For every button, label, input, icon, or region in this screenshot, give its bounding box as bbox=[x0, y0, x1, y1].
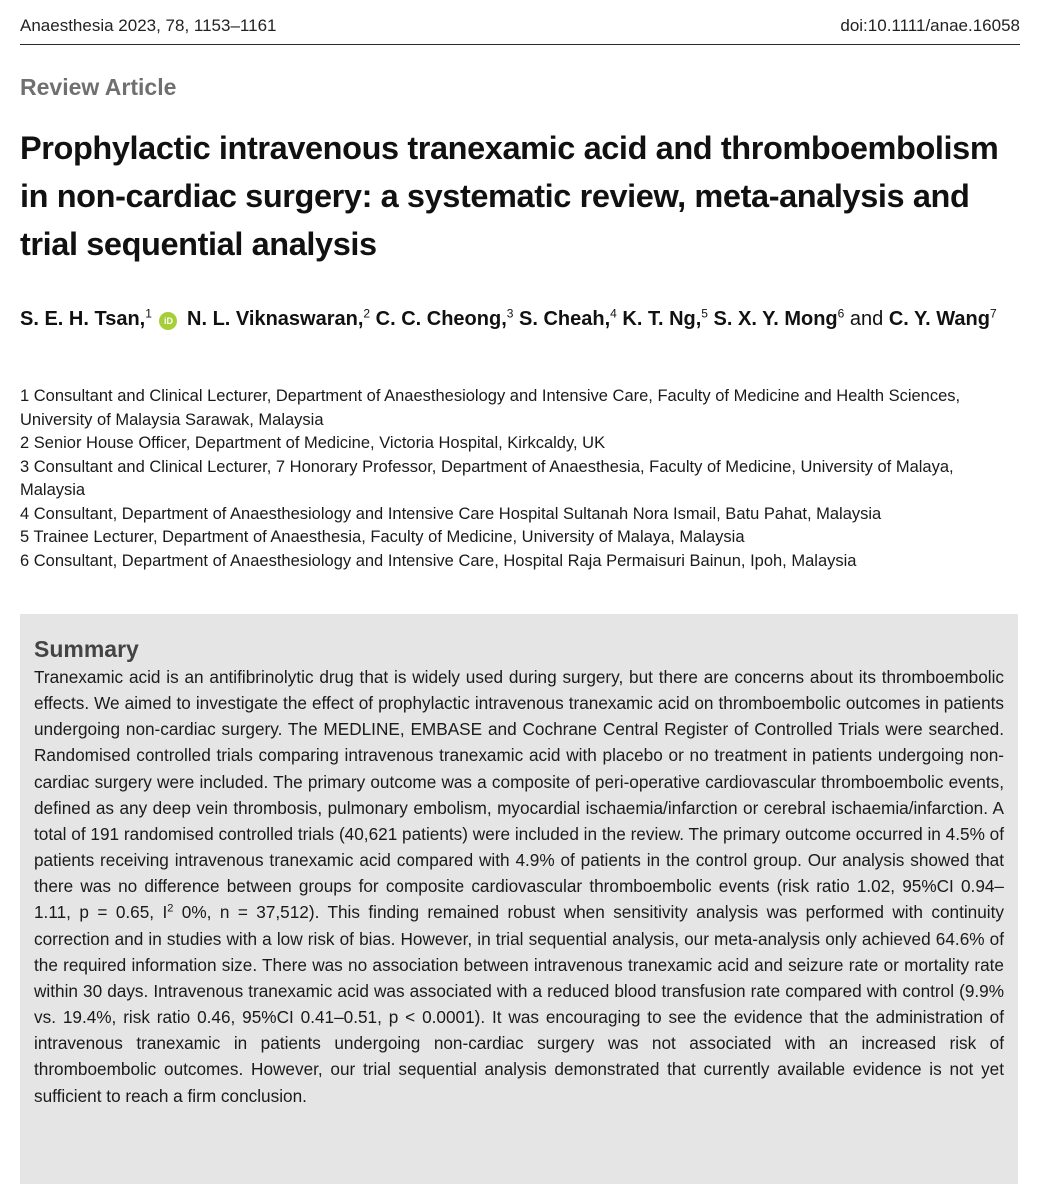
article-type-label: Review Article bbox=[20, 74, 177, 100]
author-name[interactable]: K. T. Ng, bbox=[622, 308, 702, 330]
affiliation-item: 2 Senior House Officer, Department of Medicine, Victoria Hospital, Kirkcaldy, UK bbox=[20, 434, 606, 452]
author-list bbox=[20, 304, 1020, 334]
orcid-icon[interactable]: iD bbox=[159, 312, 177, 330]
summary-heading: Summary bbox=[34, 636, 139, 662]
author-name[interactable]: S. X. Y. Mong bbox=[713, 308, 838, 330]
affiliation-item: 3 Consultant and Clinical Lecturer, 7 Honorary Professor, Department of Anaesthesia, Faculty of Medicine, University of Malaya, Malaysia bbox=[20, 457, 954, 499]
journal-reference: Anaesthesia 2023, 78, 1153–1161 bbox=[20, 16, 277, 35]
article-title: Prophylactic intravenous tranexamic acid and thromboembolism in non-cardiac surgery: a systematic review, meta-analysis and trial sequential analysis bbox=[20, 130, 999, 262]
author-affiliation-number: 6 bbox=[837, 306, 845, 321]
author-name[interactable]: S. E. H. Tsan, bbox=[20, 308, 146, 330]
i-squared-superscript: 2 bbox=[167, 902, 174, 915]
affiliation-item: 4 Consultant, Department of Anaesthesiology and Intensive Care Hospital Sultanah Nora Ismail, Batu Pahat, Malaysia bbox=[20, 504, 882, 523]
summary-text-part: 0%, n = 37,512). This finding remained robust when sensitivity analysis was performed with continuity correction and in studies with a low risk of bias. However, in trial sequential analysis, our meta-analysis only achieved 64.6% of the required information size. There was no association between intravenous tranexamic acid and seizure rate or mortality rate within 30 days. Intravenous tranexamic acid was associated with a reduced blood transfusion rate compared with control (9.9% vs. 19.4%, risk ratio 0.46, 95%CI 0.41–0.51, p < 0.0001). It was encouraging to see the evidence that the administration of intravenous tranexamic in patients undergoing non-cardiac surgery was not associated with an increased risk of thromboembolic outcomes. However, our trial sequential analysis demonstrated that currently available evidence is not yet sufficient to reach a firm conclusion. bbox=[34, 902, 1004, 1106]
affiliation-list bbox=[20, 385, 1020, 573]
affiliation-item: 5 Trainee Lecturer, Department of Anaesthesia, Faculty of Medicine, University of Malaya, Malaysia bbox=[20, 528, 745, 546]
author-affiliation-number: 7 bbox=[989, 306, 997, 321]
author-affiliation-number: 4 bbox=[610, 306, 617, 321]
author-name[interactable]: S. Cheah, bbox=[519, 308, 611, 330]
affiliation-item: 6 Consultant, Department of Anaesthesiology and Intensive Care, Hospital Raja Permaisuri Bainun, Ipoh, Malaysia bbox=[20, 551, 857, 570]
doi-link[interactable]: doi:10.1111/anae.16058 bbox=[840, 16, 1020, 35]
author-affiliation-number: 1 bbox=[145, 306, 152, 321]
author-affiliation-number: 5 bbox=[701, 306, 708, 321]
author-name[interactable]: N. L. Viknaswaran, bbox=[187, 308, 364, 330]
header-divider bbox=[20, 44, 1020, 45]
author-name[interactable]: C. C. Cheong, bbox=[375, 308, 507, 330]
journal-header bbox=[20, 14, 1020, 38]
summary-box bbox=[20, 614, 1018, 1184]
author-name[interactable]: C. Y. Wang bbox=[888, 308, 990, 330]
summary-text bbox=[34, 664, 1004, 1109]
affiliation-item: 1 Consultant and Clinical Lecturer, Department of Anaesthesiology and Intensive Care, Faculty of Medicine and Health Sciences, University of Malaysia Sarawak, Malaysia bbox=[20, 387, 961, 429]
author-conjunction: and bbox=[849, 308, 884, 330]
author-affiliation-number: 2 bbox=[363, 306, 371, 321]
summary-text-part: Tranexamic acid is an antifibrinolytic drug that is widely used during surgery, but there are concerns about its thromboembolic effects. We aimed to investigate the effect of prophylactic intravenous tranexamic acid on thromboembolic outcomes in patients undergoing non-cardiac surgery. The MEDLINE, EMBASE and Cochrane Central Register of Controlled Trials were searched. Randomised controlled trials comparing intravenous tranexamic acid with placebo or no treatment in patients undergoing non-cardiac surgery were included. The primary outcome was a composite of peri-operative cardiovascular thromboembolic events, defined as any deep vein thrombosis, pulmonary embolism, myocardial ischaemia/infarction or cerebral ischaemia/infarction. A total of 191 randomised controlled trials (40,621 patients) were included in the review. The primary outcome occurred in 4.5% of patients receiving intravenous tranexamic acid compared with 4.9% of patients in the control group. Our analysis showed that there was no difference between groups for composite cardiovascular thromboembolic events (risk ratio 1.02, 95%CI 0.94–1.11, p = 0.65, I bbox=[34, 667, 1004, 923]
author-affiliation-number: 3 bbox=[506, 306, 514, 321]
